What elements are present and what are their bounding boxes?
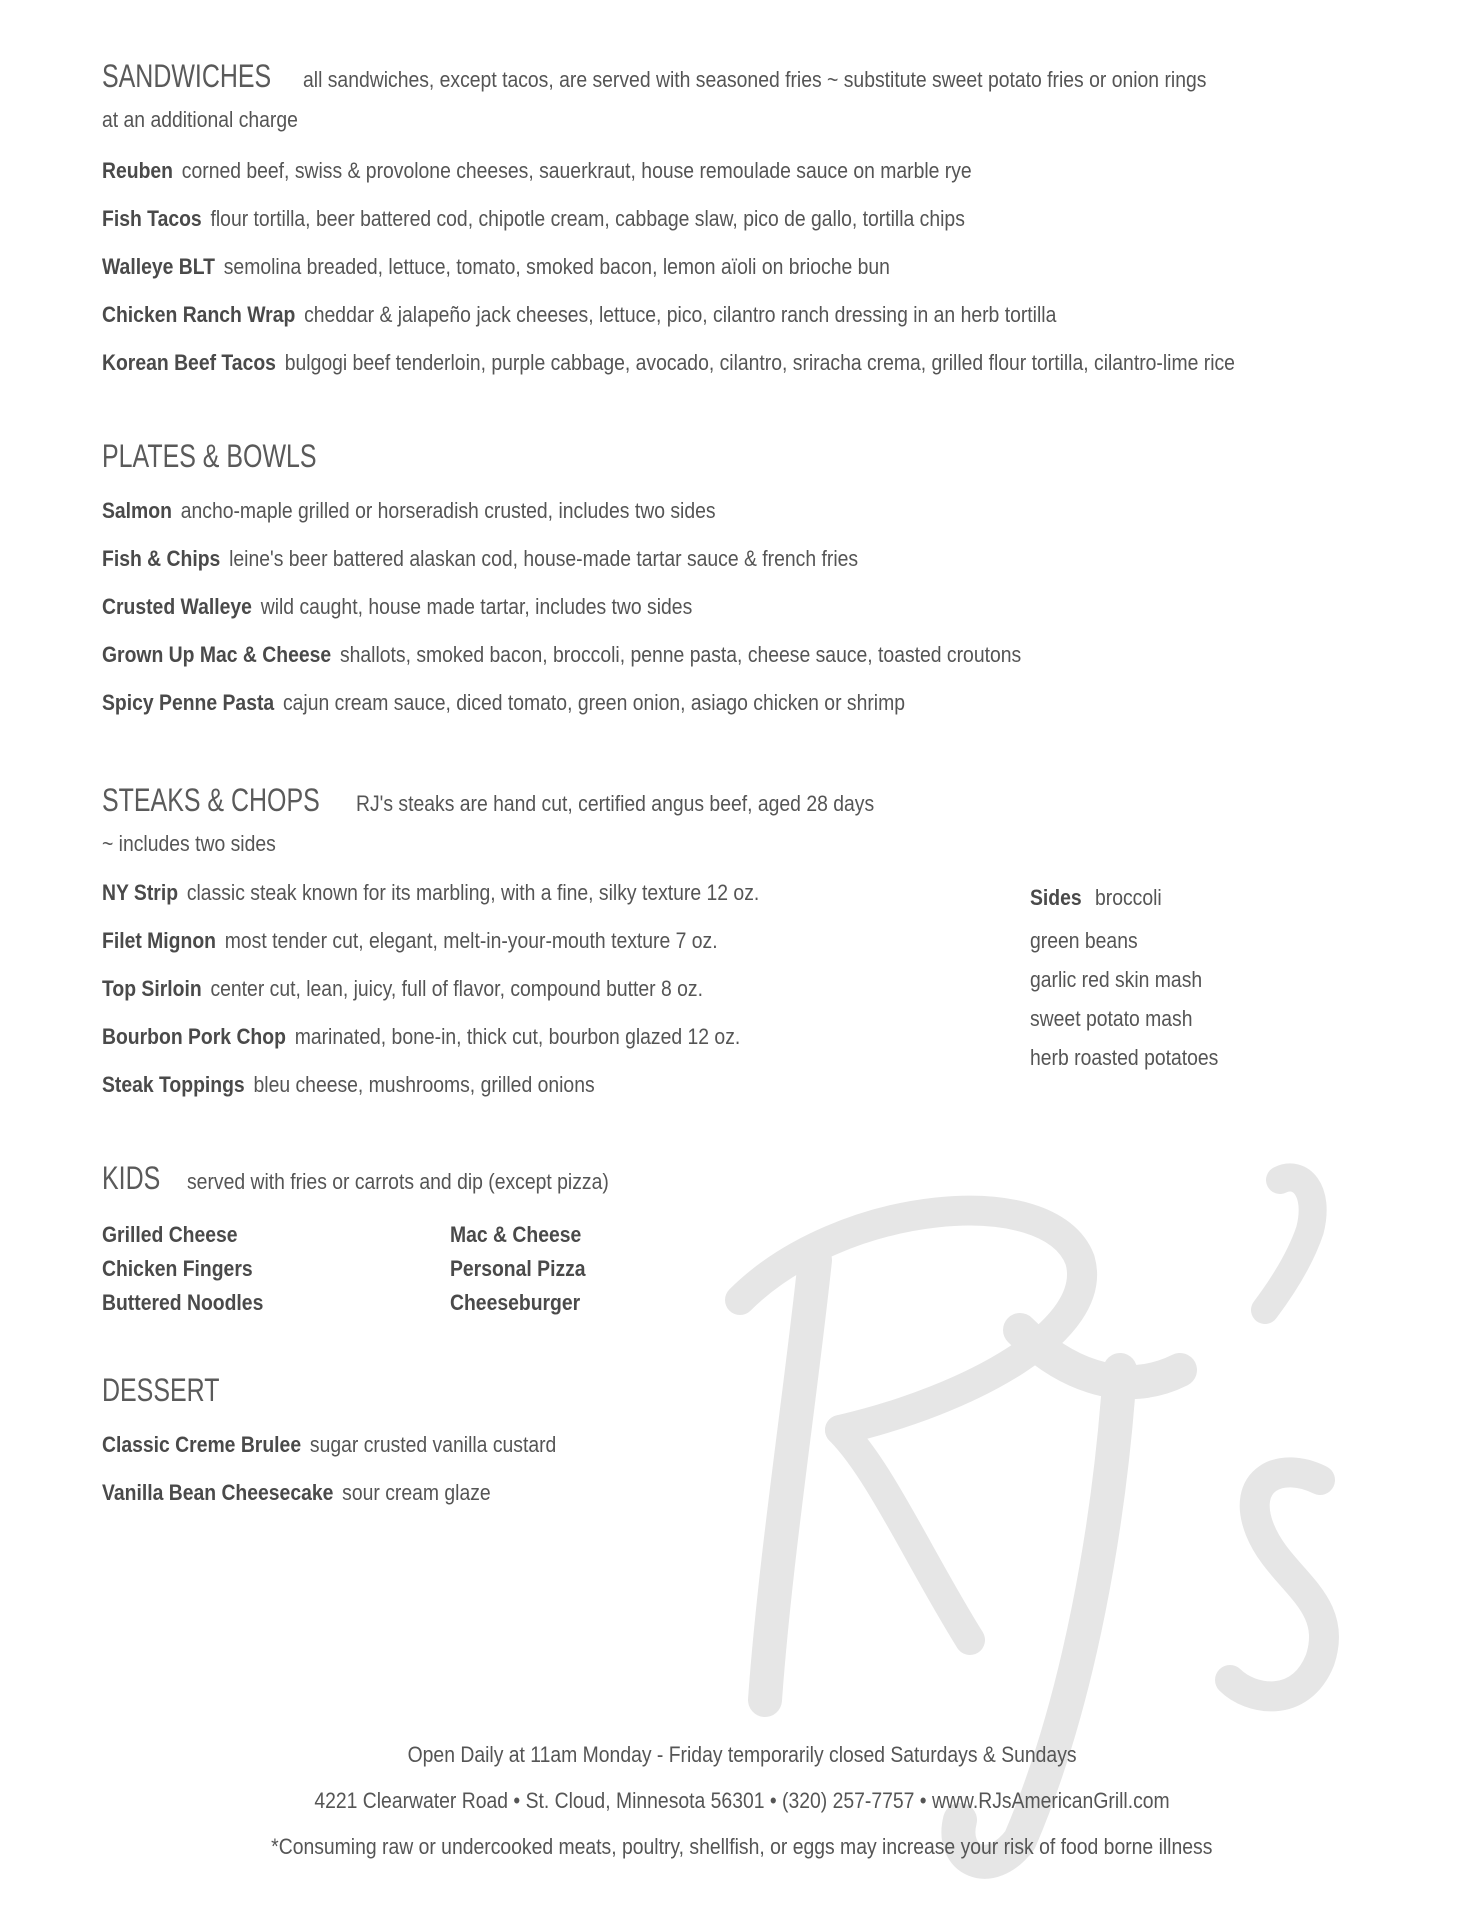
menu-item (102, 1432, 1402, 1458)
item-name: Classic Creme Brulee (102, 1432, 302, 1457)
menu-item (102, 1480, 1402, 1506)
item-name: Korean Beef Tacos (102, 350, 276, 375)
item-desc: classic steak known for its marbling, with a fine, silky texture 12 oz. (186, 880, 760, 905)
menu-item (102, 302, 1402, 328)
item-name: Crusted Walleye (102, 594, 252, 619)
item-name: Grown Up Mac & Cheese (102, 642, 332, 667)
plates-heading: PLATES & BOWLS (102, 438, 317, 474)
menu-item (102, 206, 1402, 232)
dessert-items (102, 1432, 1402, 1528)
item-name: Bourbon Pork Chop (102, 1024, 286, 1049)
menu-item (102, 690, 1402, 716)
kids-item: Cheeseburger (450, 1290, 581, 1315)
sides-list (1030, 878, 1244, 1077)
item-desc: shallots, smoked bacon, broccoli, penne pasta, cheese sauce, toasted croutons (339, 642, 1022, 667)
item-name: Reuben (102, 158, 174, 183)
item-name: Chicken Ranch Wrap (102, 302, 296, 327)
plates-items (102, 498, 1402, 738)
kids-item: Mac & Cheese (450, 1222, 582, 1247)
menu-item (102, 350, 1402, 376)
menu-item (102, 642, 1402, 668)
item-desc: marinated, bone-in, thick cut, bourbon glazed 12 oz. (294, 1024, 741, 1049)
item-name: Salmon (102, 498, 172, 523)
side-item: garlic red skin mash (1030, 967, 1203, 992)
kids-heading: KIDS (102, 1160, 161, 1196)
steaks-items (102, 880, 1002, 1120)
kids-item: Chicken Fingers (102, 1256, 253, 1281)
item-desc: ancho-maple grilled or horseradish crusted, includes two sides (180, 498, 716, 523)
item-desc: center cut, lean, juicy, full of flavor, compound butter 8 oz. (210, 976, 703, 1001)
sandwiches-items (102, 158, 1402, 398)
menu-item (102, 546, 1402, 572)
item-desc: corned beef, swiss & provolone cheeses, sauerkraut, house remoulade sauce on marble rye (181, 158, 972, 183)
menu-item (102, 594, 1402, 620)
side-item: broccoli (1094, 885, 1162, 910)
kids-column-1 (102, 1218, 285, 1320)
item-desc: flour tortilla, beer battered cod, chipotle cream, cabbage slaw, pico de gallo, tortilla chips (210, 206, 965, 231)
kids-item: Grilled Cheese (102, 1222, 238, 1247)
plates-section (102, 436, 1402, 483)
side-item: green beans (1030, 928, 1138, 953)
sandwiches-heading: SANDWICHES (102, 58, 272, 94)
item-desc: bleu cheese, mushrooms, grilled onions (253, 1072, 595, 1097)
item-name: Top Sirloin (102, 976, 202, 1001)
item-desc: cheddar & jalapeño jack cheeses, lettuce, pico, cilantro ranch dressing in an herb tortilla (304, 302, 1057, 327)
item-name: Filet Mignon (102, 928, 216, 953)
item-name: Fish Tacos (102, 206, 202, 231)
kids-section (102, 1158, 1402, 1205)
item-name: Spicy Penne Pasta (102, 690, 275, 715)
kids-column-2 (450, 1218, 604, 1320)
item-name: Vanilla Bean Cheesecake (102, 1480, 334, 1505)
sandwiches-note: all sandwiches, except tacos, are served with seasoned fries ~ substitute sweet potato fries or onion rings (303, 67, 1207, 92)
menu-item (102, 976, 1002, 1002)
menu-item (102, 254, 1402, 280)
steaks-heading: STEAKS & CHOPS (102, 782, 320, 818)
item-name: Walleye BLT (102, 254, 215, 279)
item-desc: semolina breaded, lettuce, tomato, smoked bacon, lemon aïoli on brioche bun (223, 254, 890, 279)
item-desc: sour cream glaze (342, 1480, 491, 1505)
footer-warning: *Consuming raw or undercooked meats, poultry, shellfish, or eggs may increase your risk of food borne illness (271, 1834, 1213, 1859)
footer-address: 4221 Clearwater Road • St. Cloud, Minnesota 56301 • (320) 257-7757 • www.RJsAmericanGrill.com (314, 1788, 1170, 1813)
kids-item: Buttered Noodles (102, 1290, 264, 1315)
kids-item: Personal Pizza (450, 1256, 586, 1281)
menu-item (102, 1024, 1002, 1050)
side-item: herb roasted potatoes (1030, 1045, 1219, 1070)
menu-item (102, 928, 1002, 954)
menu-item (102, 1072, 1002, 1098)
menu-item (102, 498, 1402, 524)
sandwiches-section (102, 56, 1402, 137)
item-desc: sugar crusted vanilla custard (309, 1432, 557, 1457)
steaks-section (102, 780, 1402, 861)
footer-hours: Open Daily at 11am Monday - Friday temporarily closed Saturdays & Sundays (407, 1742, 1077, 1767)
item-desc: leine's beer battered alaskan cod, house-made tartar sauce & french fries (229, 546, 859, 571)
dessert-section (102, 1370, 1402, 1417)
dessert-heading: DESSERT (102, 1372, 220, 1408)
item-name: Steak Toppings (102, 1072, 245, 1097)
menu-item (102, 880, 1002, 906)
item-desc: most tender cut, elegant, melt-in-your-mouth texture 7 oz. (224, 928, 718, 953)
menu-item (102, 158, 1402, 184)
item-name: NY Strip (102, 880, 179, 905)
item-name: Fish & Chips (102, 546, 221, 571)
side-item: sweet potato mash (1030, 1006, 1193, 1031)
kids-note: served with fries or carrots and dip (except pizza) (187, 1169, 609, 1194)
steaks-note-cont: ~ includes two sides (102, 831, 276, 856)
sandwiches-note-cont: at an additional charge (102, 107, 298, 132)
item-desc: wild caught, house made tartar, includes two sides (260, 594, 693, 619)
item-desc: cajun cream sauce, diced tomato, green onion, asiago chicken or shrimp (282, 690, 905, 715)
steaks-note: RJ's steaks are hand cut, certified angus beef, aged 28 days (355, 791, 874, 816)
item-desc: bulgogi beef tenderloin, purple cabbage, avocado, cilantro, sriracha crema, grilled flour tortilla, cilantro-lime rice (284, 350, 1235, 375)
sides-title: Sides (1030, 885, 1082, 910)
